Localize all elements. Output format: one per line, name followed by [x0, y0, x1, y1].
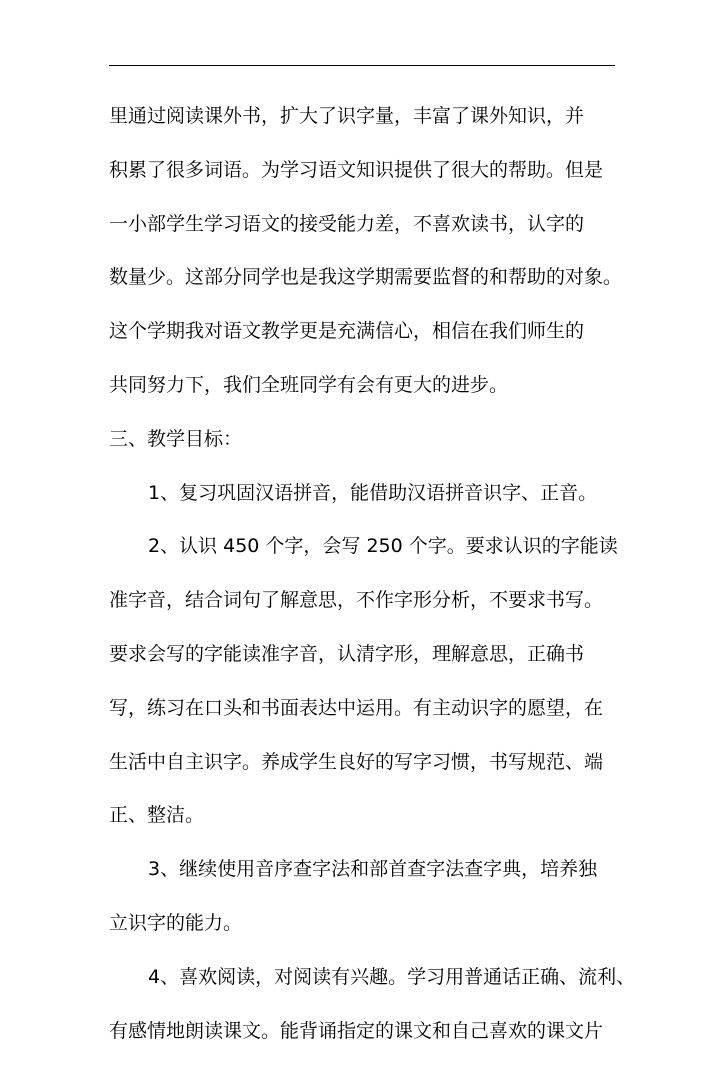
document-body — [109, 98, 636, 1066]
goal-item-4: 4、喜欢阅读，对阅读有兴趣。学习用普通话正确、流利、 — [148, 965, 636, 988]
header-rule — [109, 65, 615, 66]
text-line-13: 生活中自主识字。养成学生良好的写字习惯，书写规范、端 — [109, 750, 604, 773]
section-heading-teaching-goals: 三、教学目标： — [109, 427, 243, 450]
text-line-4: 数量少。这部分同学也是我这学期需要监督的和帮助的对象。 — [109, 266, 623, 289]
text-line-14: 正、整洁。 — [109, 804, 205, 827]
text-line-18: 有感情地朗读课文。能背诵指定的课文和自己喜欢的课文片 — [109, 1019, 604, 1042]
goal-item-3: 3、继续使用音序查字法和部首查字法查字典，培养独 — [148, 858, 598, 881]
text-line-5: 这个学期我对语文教学更是充满信心，相信在我们师生的 — [109, 320, 585, 343]
text-line-1: 里通过阅读课外书，扩大了识字量，丰富了课外知识，并 — [109, 105, 585, 127]
text-line-3: 一小部学生学习语文的接受能力差，不喜欢读书，认字的 — [109, 212, 585, 235]
text-line-10: 准字音，结合词句了解意思，不作字形分析，不要求书写。 — [109, 589, 604, 612]
goal-item-1: 1、复习巩固汉语拼音，能借助汉语拼音识字、正音。 — [148, 481, 598, 504]
text-line-16: 立识字的能力。 — [109, 911, 243, 934]
text-line-11: 要求会写的字能读准字音，认清字形，理解意思，正确书 — [109, 642, 585, 665]
text-line-12: 写，练习在口头和书面表达中运用。有主动识字的愿望，在 — [109, 696, 604, 719]
text-line-2: 积累了很多词语。为学习语文知识提供了很大的帮助。但是 — [109, 158, 604, 181]
goal-item-2: 2、认识 450 个字，会写 250 个字。要求认识的字能读 — [148, 535, 618, 558]
text-line-6: 共同努力下，我们全班同学有会有更大的进步。 — [109, 373, 509, 396]
